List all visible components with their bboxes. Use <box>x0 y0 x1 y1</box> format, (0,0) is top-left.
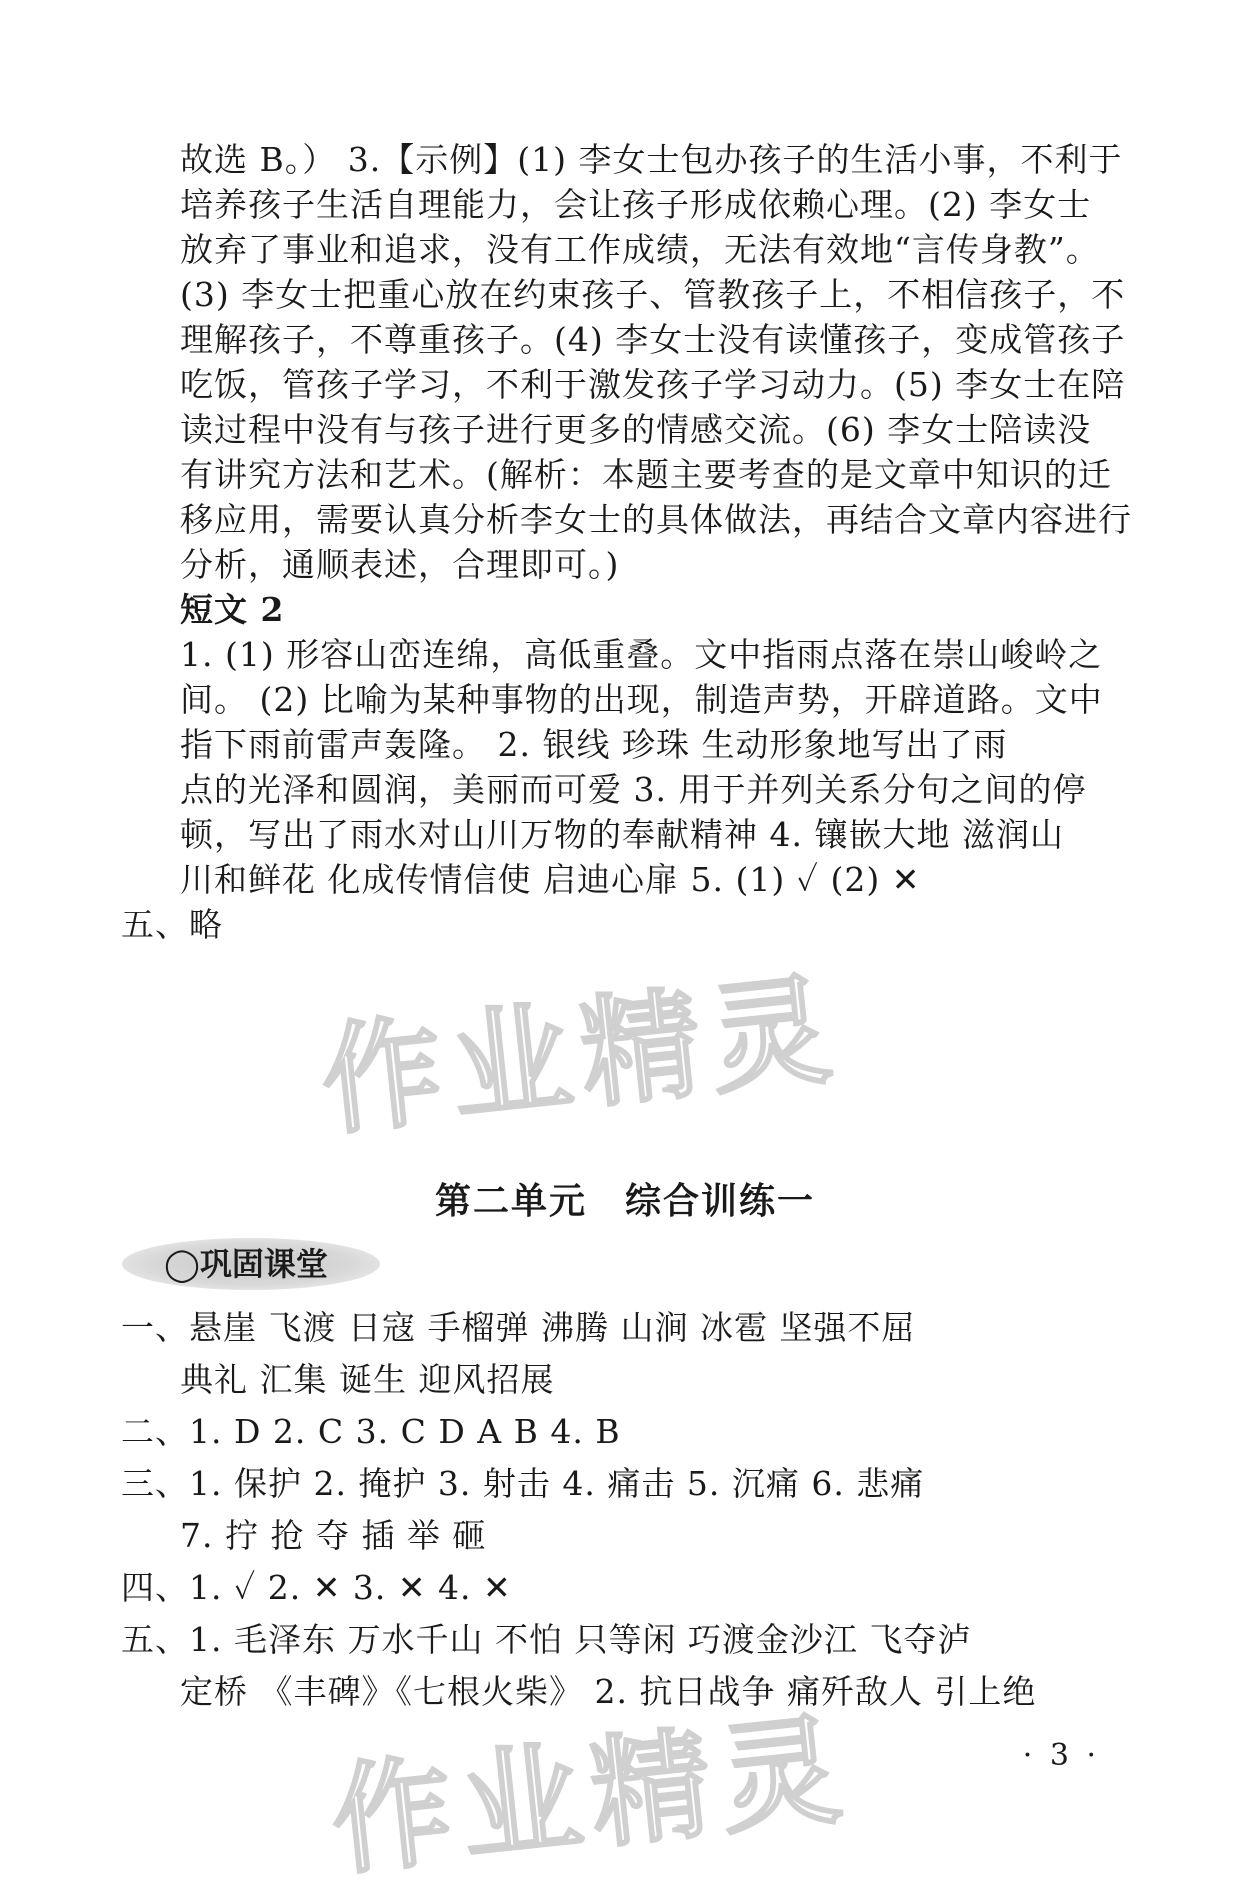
text-line: 培养孩子生活自理能力，会让孩子形成依赖心理。(2) 李女士 <box>180 185 1092 224</box>
answer-line: 一、悬崖 飞渡 日寇 手榴弹 沸腾 山涧 冰雹 坚强不屈 <box>121 1308 916 1347</box>
page-number: · 3 · <box>1022 1738 1100 1773</box>
text-line: 移应用，需要认真分析李女士的具体做法，再结合文章内容进行 <box>180 500 1132 539</box>
answer-line: 五、1. 毛泽东 万水千山 不怕 只等闲 巧渡金沙江 飞夺泸 <box>121 1620 972 1659</box>
text-line: 有讲究方法和艺术。(解析：本题主要考查的是文章中知识的迁 <box>180 455 1112 494</box>
text-line: 读过程中没有与孩子进行更多的情感交流。(6) 李女士陪读没 <box>180 410 1092 449</box>
text-line: 间。 (2) 比喻为某种事物的出现，制造声势，开辟道路。文中 <box>180 680 1103 719</box>
text-line: 顿，写出了雨水对山川万物的奉献精神 4. 镶嵌大地 滋润山 <box>180 815 1064 854</box>
watermark: 作业精灵 <box>325 1700 857 1893</box>
text-line: 故选 B。） 3.【示例】(1) 李女士包办孩子的生活小事，不利于 <box>180 140 1123 179</box>
text-line: 分析，通顺表述，合理即可。) <box>180 545 620 584</box>
text-line: (3) 李女士把重心放在约束孩子、管教孩子上，不相信孩子，不 <box>180 275 1126 314</box>
section-badge: ◯巩固课堂 <box>122 1238 380 1290</box>
text-line: 五、略 <box>121 905 223 944</box>
answer-line: 典礼 汇集 诞生 迎风招展 <box>180 1360 555 1399</box>
answer-line: 二、1. D 2. C 3. C D A B 4. B <box>121 1412 621 1451</box>
watermark: 作业精灵 <box>315 960 847 1153</box>
answer-line: 7. 拧 抢 夺 插 举 砸 <box>180 1516 487 1555</box>
section-title: 短文 2 <box>180 590 285 629</box>
text-line: 放弃了事业和追求，没有工作成绩，无法有效地“言传身教”。 <box>180 230 1100 269</box>
text-line: 吃饭，管孩子学习，不利于激发孩子学习动力。(5) 李女士在陪 <box>180 365 1126 404</box>
answer-line: 三、1. 保护 2. 掩护 3. 射击 4. 痛击 5. 沉痛 6. 悲痛 <box>121 1464 925 1503</box>
text-line: 1. (1) 形容山峦连绵，高低重叠。文中指雨点落在崇山峻岭之 <box>180 635 1103 674</box>
text-line: 点的光泽和圆润，美丽而可爱 3. 用于并列关系分句之间的停 <box>180 770 1087 809</box>
answer-line: 四、1. ✓ 2. ✕ 3. ✕ 4. ✕ <box>121 1568 512 1607</box>
text-line: 川和鲜花 化成传情信使 启迪心扉 5. (1) ✓ (2) ✕ <box>180 860 921 899</box>
text-line: 指下雨前雷声轰隆。 2. 银线 珍珠 生动形象地写出了雨 <box>180 725 1008 764</box>
unit-heading: 第二单元 综合训练一 <box>434 1181 815 1222</box>
answer-line: 定桥 《丰碑》《七根火柴》 2. 抗日战争 痛歼敌人 引上绝 <box>180 1672 1037 1711</box>
text-line: 理解孩子，不尊重孩子。(4) 李女士没有读懂孩子，变成管孩子 <box>180 320 1126 359</box>
